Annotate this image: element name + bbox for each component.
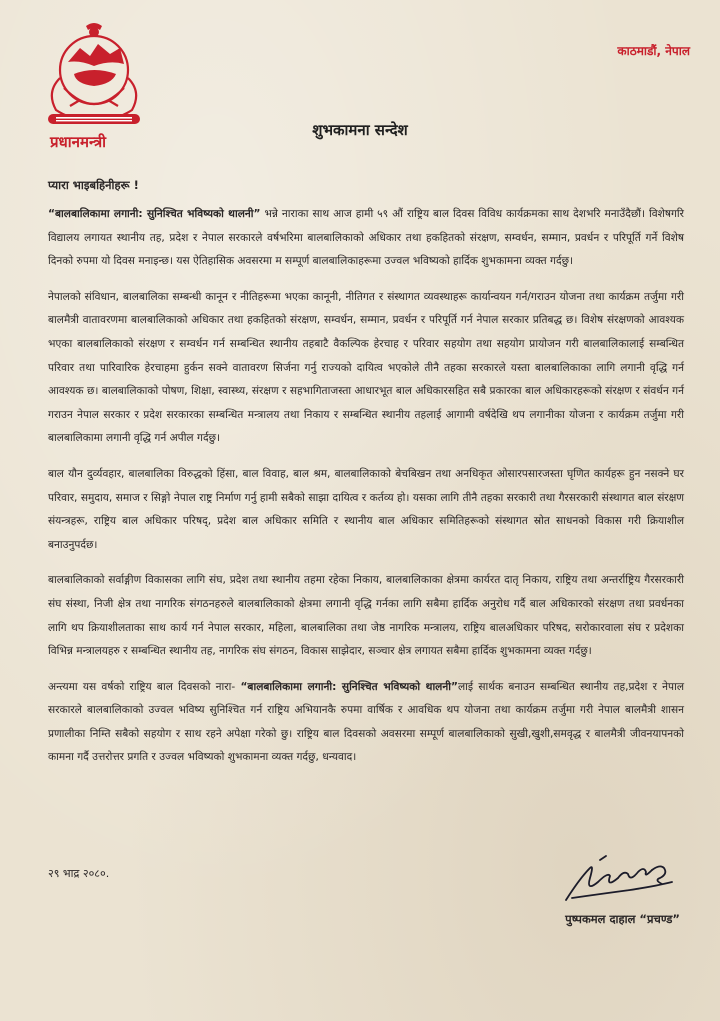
slogan-text: “बालबालिकामा लगानी: सुनिश्चित भविष्यको थालनी” <box>48 208 261 220</box>
letter-body <box>48 203 684 782</box>
letter-date: २९ भाद्र २०८०. <box>48 867 110 880</box>
signature-icon <box>560 848 678 908</box>
nepal-emblem-icon <box>40 18 148 130</box>
paragraph-5 <box>48 676 684 770</box>
office-title: प्रधानमन्त्री <box>50 133 106 151</box>
paragraph-1 <box>48 203 684 274</box>
signer-name: पुष्पकमल दाहाल “प्रचण्ड” <box>565 912 680 926</box>
paragraph-3: बाल यौन दुर्व्यवहार, बालबालिका विरुद्धको हिंसा, बाल विवाह, बाल श्रम, बालबालिकाको बेचबिखन तथा अनधिकृत ओसारपसारजस्ता घृणित कार्यहरू हुन नसक्ने घर परिवार, समुदाय, समाज र सिङ्गो नेपाल राष्ट्र निर्माण गर्नु हामी सबैको साझा दायित्व र कर्तव्य हो। यसका लागि तीनै तहका सरकारी तथा गैरसरकारी संस्थागत बाल संरक्षण संयन्त्रहरू, राष्ट्रिय बाल अधिकार परिषद्, प्रदेश बाल अधिकार समिति र स्थानीय बाल अधिकार समितिहरूको संस्थागत स्रोत साधनको विकास गरी क्रियाशील बनाउनुपर्दछ। <box>48 467 684 551</box>
paragraph-text: भन्ने नाराका साथ आज हामी ५९ औं राष्ट्रिय बाल दिवस विविध कार्यक्रमका साथ देशभरि मनाउँदैछौं। विशेषगरि विद्यालय लगायत स्थानीय तह, प्रदेश र नेपाल सरकारले वर्षभरिमा बालबालिकाको अधिकार तथा हकहितको संरक्षण, सम्वर्धन, सम्मान, प्रवर्धन र परिपूर्ति गर्ने विशेष दिनको रुपमा यो दिवस मनाइन्छ। यस ऐतिहासिक अवसरमा म सम्पूर्ण बालबालिकाहरूमा उज्वल भविष्यको हार्दिक शुभकामना व्यक्त गर्दछु। <box>48 208 684 268</box>
letter-heading: शुभकामना सन्देश <box>312 121 408 139</box>
slogan-text: “बालबालिकामा लगानी: सुनिश्चित भविष्यको थालनी” <box>240 680 458 693</box>
paragraph-text: लाई सार्थक बनाउन सम्बन्धित स्थानीय तह,प्रदेश र नेपाल सरकारले बालबालिकाको उज्वल भविष्य सुनिश्चित गर्न राष्ट्रिय अभियानकै रुपमा वार्षिक र आवधिक थप योजना तथा कार्यक्रम तर्जुमा गरी नेपाल बालमैत्री शासन प्रणालीका निम्ति सबैको सहयोग र साथ रहने अपेक्षा गरेको छु। राष्ट्रिय बाल दिवसको अवसरमा सम्पूर्ण बालबालिकाको सुखी,खुशी,समवृद्ध र बालमैत्री जीवनयापनको कामना गर्दै उत्तरोत्तर प्रगति र उज्वल भविष्यको शुभकामना व्यक्त गर्दछु, धन्यवाद। <box>48 680 684 764</box>
paragraph-4: बालबालिकाको सर्वाङ्गीण विकासका लागि संघ, प्रदेश तथा स्थानीय तहमा रहेका निकाय, बालबालिकाका क्षेत्रमा कार्यरत दातृ निकाय, राष्ट्रिय तथा अन्तर्राष्ट्रिय गैरसरकारी संघ संस्था, निजी क्षेत्र तथा नागरिक संगठनहरुले बालबालिकाको क्षेत्रमा लगानी वृद्धि गर्नका लागि सबैमा हार्दिक अनुरोध गर्दै बाल अधिकारको संरक्षण तथा प्रवर्धनका लागि थप क्रियाशीलताका साथ कार्य गर्न नेपाल सरकार, महिला, बालबालिका तथा जेष्ठ नागरिक मन्त्रालय, राष्ट्रिय बालअधिकार परिषद, सरोकारवाला संघ र प्रदेशका विभिन्न मन्त्रालयहरु र सम्बन्धित स्थानीय तह, नागरिक संघ संगठन, विकास साझेदार, सञ्चार क्षेत्र लगायत सबैमा हार्दिक शुभकामना व्यक्त गर्दछु। <box>48 574 684 658</box>
place-label: काठमाडौं, नेपाल <box>617 44 690 58</box>
paragraph-2: नेपालको संविधान, बालबालिका सम्बन्धी कानून र नीतिहरूमा भएका कानूनी, नीतिगत र संस्थागत व्यवस्थाहरू कार्यान्वयन गर्न/गराउन योजना तथा कार्यक्रम तर्जुमा गरी बालमैत्री वातावरणमा बालबालिकाको अधिकार तथा हकहितको संरक्षण, सम्वर्धन, सम्मान, प्रवर्धन र परिपूर्ति गर्न नेपाल सरकार प्रतिबद्ध छ। विशेष संरक्षणको आवश्यक भएका बालबालिकाको संरक्षण र सम्वर्धन गर्न सम्बन्धित स्थानीय तहबाटै वैकल्पिक हेरचाह र परिवार सहयोग तथा सहयोग प्रायोजन गरी बालबालिकालाई सम्बन्धित परिवार तथा पारिवारिक हेरचाहमा हुर्कन सक्ने वातावरण सिर्जना गर्नु राज्यको दायित्व भएकोले तीनै तहका सरकारले यस्ता बालबालिकाका लागि लगानी वृद्धि गर्न आवश्यक छ। बालबालिकाको पोषण, शिक्षा, स्वास्थ्य, संरक्षण र सहभागिताजस्ता आधारभूत बाल अधिकारसहित सबै प्रकारका बाल अधिकारहरूको संरक्षण र संवर्धन गर्न गराउन नेपाल सरकार र प्रदेश सरकारका सम्बन्धित मन्त्रालय तथा निकाय र सम्बन्धित स्थानीय तहलाई आगामी वर्षदेखि थप लगानीका योजना र कार्यक्रम तर्जुमा गरी बालबालिकामा लगानी वृद्धि गर्न अपील गर्दछु। <box>48 290 684 445</box>
paragraph-text: अन्त्यमा यस वर्षको राष्ट्रिय बाल दिवसको नारा- <box>48 680 241 693</box>
salutation: प्यारा भाइबहिनीहरू ! <box>48 178 139 192</box>
